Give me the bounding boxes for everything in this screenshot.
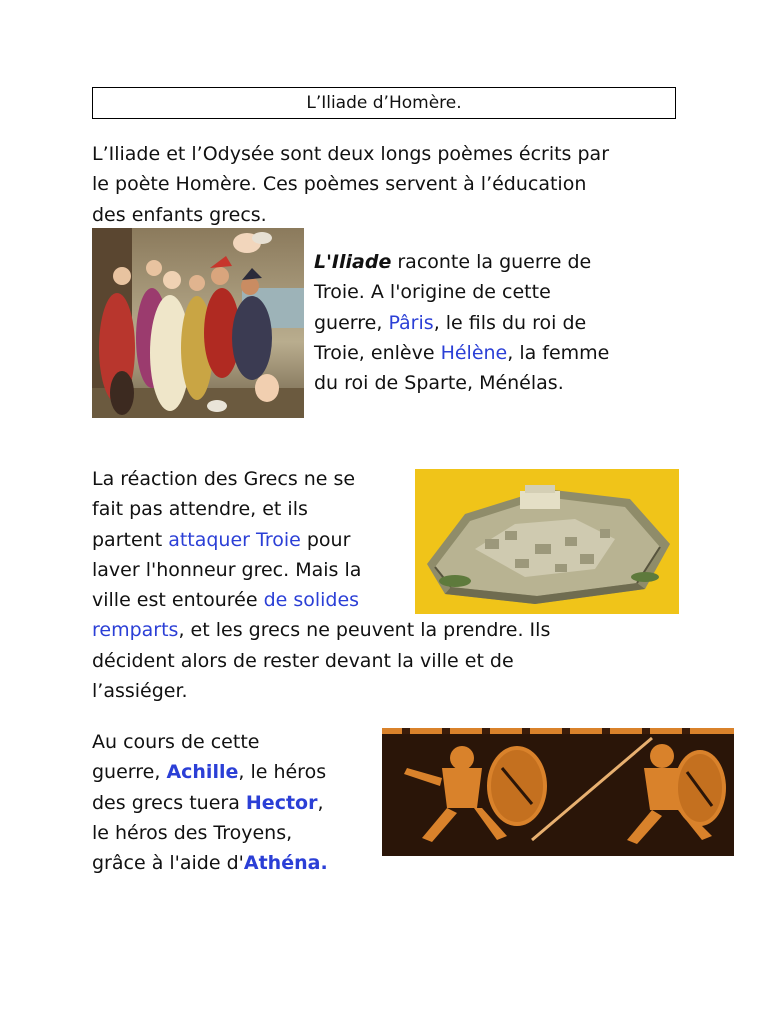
- helene-link: Hélène: [440, 341, 508, 364]
- achille-link: Achille: [166, 761, 239, 784]
- achilles-hector-vase-image: [382, 728, 734, 856]
- vase-painting-image: [382, 728, 734, 856]
- athena-link: Athéna: [243, 852, 321, 875]
- troy-city-model-image: [415, 469, 679, 614]
- iliad-paragraph: L'Iliade raconte la guerre de Troie. A l'origine de cette guerre, Pâris, le fils du roi de Troie, enlève Hélène, la femme du roi de Sparte, Ménélas.: [314, 251, 610, 395]
- city-model-image: [415, 469, 679, 614]
- helen-abduction-painting: [92, 228, 304, 418]
- page-title: L’Iliade d’Homère.: [92, 87, 676, 119]
- painting-image: [92, 228, 304, 418]
- walls-link-part1: de solides: [263, 589, 360, 612]
- greeks-paragraph: La réaction des Grecs ne se fait pas attendre, et ils partent attaquer Troie pour laver l'honneur grec. Mais la ville est entourée de solides remparts, et les grecs ne peuvent la prendre. Ils décident alors de rester devant la ville et de l’assiéger.: [92, 468, 551, 703]
- hector-link: Hector: [245, 791, 318, 814]
- iliad-name: L'Iliade: [314, 251, 392, 273]
- intro-line-3: des enfants grecs.: [92, 203, 267, 226]
- intro-paragraph: [92, 139, 609, 230]
- intro-line-1: L’Iliade et l’Odysée sont deux longs poèmes écrits par: [92, 143, 610, 165]
- attack-troy-link: attaquer Troie: [168, 528, 301, 551]
- walls-link-part2: remparts: [92, 619, 179, 642]
- war-paragraph: Au cours de cette guerre, Achille, le héros des grecs tuera Hector, le héros des Troyens, grâce à l'aide d'Athéna.: [92, 731, 328, 875]
- intro-line-2: le poète Homère. Ces poèmes servent à l’éducation: [92, 173, 587, 196]
- paris-link: Pâris: [388, 311, 434, 334]
